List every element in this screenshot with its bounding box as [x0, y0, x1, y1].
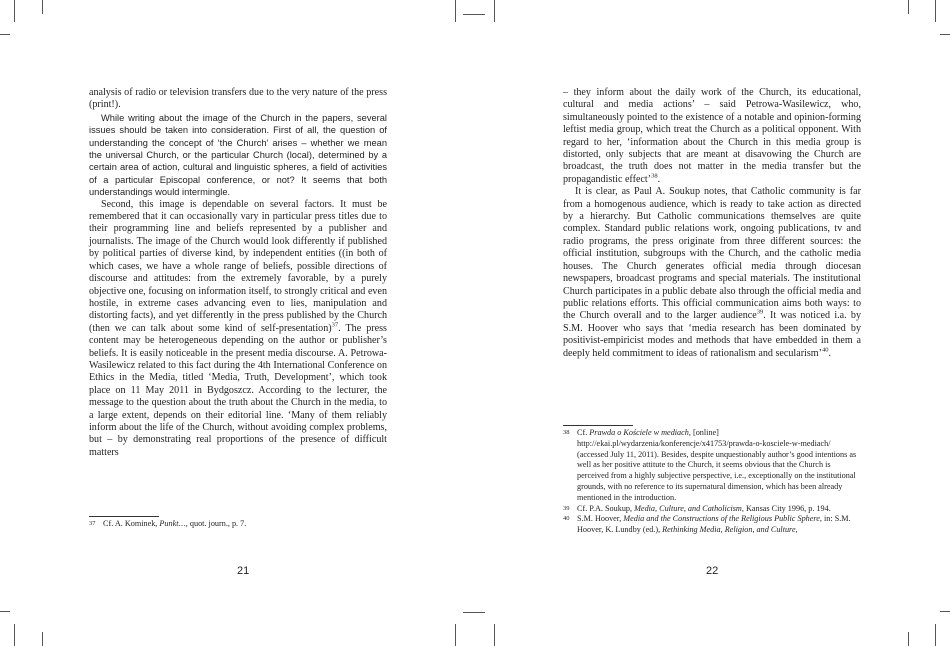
crop-mark	[463, 14, 485, 15]
footnote-text: Media and the Constructions of the Religious Public Sphere	[623, 514, 820, 524]
crop-mark	[14, 0, 15, 22]
footnote-text: , Kansas City 1996, p. 194.	[741, 503, 831, 513]
right-footnotes	[563, 428, 861, 536]
crop-mark	[935, 624, 936, 646]
footnote-text: Cf. P.A. Soukup,	[577, 503, 635, 513]
crop-mark	[940, 34, 950, 35]
crop-mark	[908, 632, 909, 646]
footnote-reference[interactable]: 38	[651, 172, 658, 180]
crop-mark	[455, 624, 456, 646]
footnote-number: 37	[89, 520, 96, 527]
crop-mark	[455, 0, 456, 22]
right-page-body	[563, 87, 861, 360]
paragraph	[563, 186, 861, 360]
footnote-text: S.M. Hoover,	[577, 514, 624, 524]
footnote-number: 40	[563, 515, 570, 523]
crop-mark	[0, 34, 10, 35]
paragraph-text: It is clear, as Paul A. Soukup notes, that Catholic community is far from a homogenous audience, which is ready to take action as directed by a hierarchy. But Catholic communications themselves are quite complex. Standard public relations work, ongoing publications, tv and radio programs, the press originate from three different sources: the official institution, subgroups with the Church, and the catholic media houses. The Church generates official media through diocesan newspapers, broadcast programs and special materials. The institutional Church participates in a public debate also through the official media and public relations efforts. This official communication aims both ways: to the Church overall and to the larger audience	[563, 186, 861, 322]
footnote-text: , in: S.M. Hoover, K. Lundby (ed.),	[577, 514, 851, 535]
footnote-text: ,	[795, 525, 798, 535]
footnote	[563, 504, 861, 515]
paragraph	[563, 87, 861, 186]
footnote-number: 39	[563, 504, 570, 512]
paragraph-text: . It was noticed i.a. by S.M. Hoover who says that ‘media research has been dominated by positivist-empiricist modes and methods that have embedded in them a deeply held commitment to ideas of rationalism and secularism’	[563, 310, 861, 359]
footnote-reference[interactable]: 39	[756, 308, 764, 316]
paragraph-text: Second, this image is dependable on several factors. It must be remembered that it can occasionally vary in particular press titles due to their programming line and beliefs represented by a publisher and journalists. The image of the Church would look differently if published by political parties of diverse kind, by independent entities ((in both of which cases, we have a whole range of beliefs, possible directions of discourse and attitudes: from the extremely favorable, by a purely objective one, focusing on information itself, to strongly critical and even hostile, in extreme cases advancing even to lies, manipulation and distorting facts), and yet differently in the press published by the Church (then we can talk about some kind of self-presentation)	[89, 198, 387, 334]
footnote-text: , quot. journ., p. 7.	[185, 519, 247, 528]
footnote-text: Punkt…	[159, 519, 186, 528]
crop-mark	[0, 611, 10, 612]
paragraph: Second, this image is dependable on several factors. It must be remembered that it can occasionally vary in particular press titles due to their programming line and beliefs represented by a publisher and journalists. The image of the Church would look differently if published by political parties of diverse kind, by independent entities ((in both of which cases, we have a whole range of beliefs, possible directions of discourse and attitudes: from the extremely favorable, by a purely objective one, focusing on information itself, to strongly critical and even hostile, in extreme cases advancing even to lies, manipulation and distorting facts), and yet differently in the press published by the Church (then we can talk about some kind of self-presentation)$^{37}$. The press content may be heterogeneous depending on the author or publisher’s beliefs. It is easily noticeable in the present media discourse. A. Petrowa-Wasilewicz related to this fact during the 4th International Conference on Ethics in the Media, titled ‘Media, Truth, Development’, which took place on 11 May 2011 in Bydgoszcz. According to the lecturer, the message to the question about the truth about the Church in the media, to a large extent, depends on their editorial line. ‘Many of them reliably inform about the life of the Church, without avoiding complex problems, but – by demonstrating real proportions of the presence of difficult matters	[89, 198, 387, 458]
crop-mark	[494, 624, 495, 646]
footnote-text: Cf. A. Kominek,	[103, 519, 160, 528]
left-page-body	[89, 87, 387, 459]
paragraph: While writing about the image of the Church in the papers, several issues should be taken into consideration. First of all, the question of understanding the concept of ‘the Church’ arises – whether we mean the universal Church, or the particular Church (local), determined by a certain area of action, cultural and linguistic spheres, a field of activities of a particular Episcopal conference, or not? It seems that both understandings would intermingle.	[89, 112, 387, 198]
crop-mark	[940, 611, 950, 612]
crop-mark	[935, 0, 936, 22]
paragraph-text: – they inform about the daily work of the Church, its educational, cultural and media actions’ – said Petrowa-Wasilewicz, who, simultaneously pointed to the existence of a notable and opinion-forming leftist media group, which treat the Church as a political opponent. With regard to her, ‘information about the Church in this media group is distorted, only subjects that are meant at disavowing the Church are broadcast, the truth does not matter in the media transfer but the propagandistic effect’	[563, 87, 861, 185]
footnote-text: Rethinking Media, Religion, and Culture	[662, 525, 796, 535]
footnote-reference[interactable]: 40	[822, 346, 829, 354]
paragraph-text: .	[828, 347, 832, 359]
footnote-number: 38	[563, 429, 570, 436]
footnote-text: Cf.	[577, 428, 590, 437]
footnote-text: , [online] http://ekai.pl/wydarzenia/konferencje/x41753/prawda-o-kosciele-w-mediach/ (accessed July 11, 2011). Besides, despite unquestionably author’s good intentions as well as her positive attitute to the Church, it seems obvious that the Church is perceived from a highly subjective perspective, i.e., exceptionally on the institutional grounds, with no reference to its supernatural dimension, which has been already mentioned in the introduction.	[577, 428, 857, 502]
left-footnotes	[89, 519, 387, 530]
crop-mark	[14, 624, 15, 646]
paragraph: analysis of radio or television transfers due to the very nature of the press (print!).	[89, 87, 387, 111]
footnote-text: Media, Culture, and Catholicism	[634, 503, 742, 513]
crop-mark	[908, 0, 909, 14]
crop-mark	[494, 0, 495, 22]
footnote-text: Prawda o Kościele w mediach	[589, 428, 689, 437]
footnote	[563, 428, 861, 504]
footnote	[563, 514, 861, 536]
page-number: 22	[706, 565, 719, 577]
footnote-rule	[89, 516, 159, 517]
crop-mark	[42, 632, 43, 646]
paragraph-text: The press content may be heterogeneous depending on the author or publisher’s beliefs. It is easily noticeable in the present media discourse. A. Petrowa-Wasilewicz related to this fact during the 4th International Conference on Ethics in the Media, titled ‘Media, Truth, Development’, which took place on 11 May 2011 in Bydgoszcz. According to the lecturer, the message to the question about the truth about the Church in the media, to a large extent, depends on their editorial line. ‘Many of them reliably inform about the life of the Church, without avoiding complex problems, but – by demonstrating real proportions of the presence of difficult matters	[89, 322, 387, 458]
footnote-rule	[563, 425, 633, 426]
crop-mark	[42, 0, 43, 14]
paragraph-text: .	[657, 173, 661, 185]
footnote-reference[interactable]: 37	[331, 321, 339, 329]
footnote	[89, 519, 387, 530]
crop-mark	[463, 612, 485, 613]
page-number: 21	[237, 565, 250, 577]
